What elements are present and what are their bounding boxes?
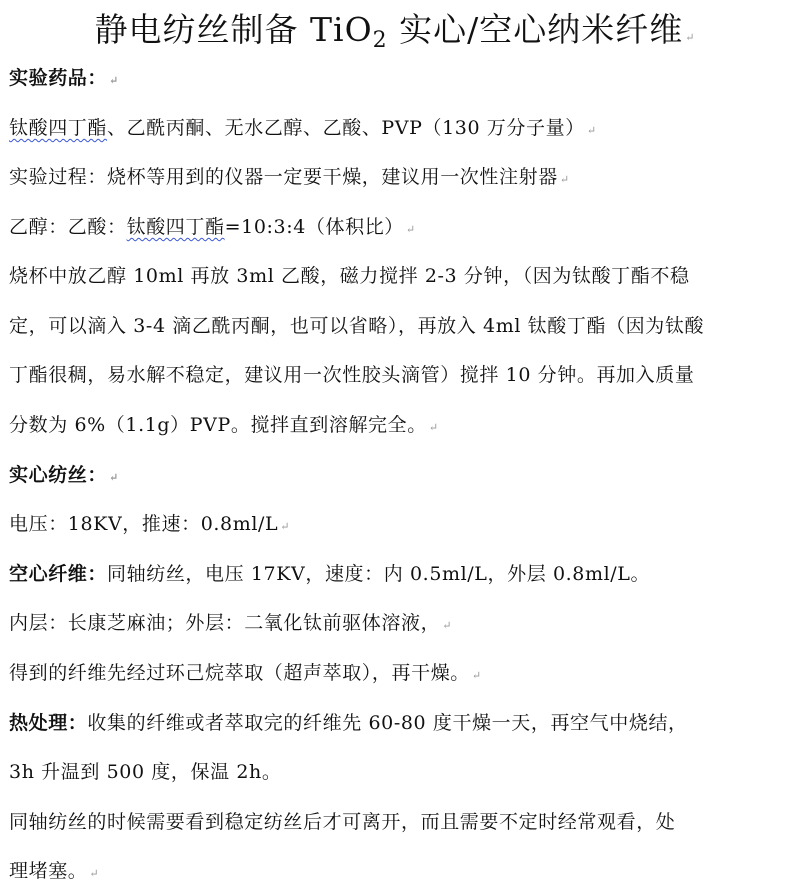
steps-line-1: 烧杯中放乙醇 10ml 再放 3ml 乙酸，磁力搅拌 2-3 分钟，（因为钛酸丁酯不稳 [9,265,690,287]
spellcheck-underlined-word: 钛酸四丁酯 [126,216,225,238]
reagents-heading [9,63,118,96]
heat-line-1 [9,708,688,738]
process-text: 实验过程：烧杯等用到的仪器一定要干燥，建议用一次性注射器 [9,166,558,188]
solid-heading [9,460,118,493]
hollow-params: 同轴纺丝，电压 17KV，速度：内 0.5ml/L，外层 0.8ml/L。 [107,563,651,585]
document-title [0,6,789,65]
reagents-heading-text: 实验药品： [9,67,108,89]
steps-line-4-text: 分数为 6%（1.1g）PVP。搅拌直到溶解完全。 [9,414,427,436]
paragraph-mark-icon: ↵ [586,124,597,137]
heat-heading: 热处理： [9,712,88,734]
solid-heading-text: 实心纺丝： [9,464,108,486]
paragraph-mark-icon: ↵ [280,520,290,533]
ratio-prefix: 乙醇：乙酸： [9,216,127,238]
paragraph-mark-icon: ↵ [471,669,482,682]
steps-line-4 [9,410,438,443]
paragraph-mark-icon: ↵ [109,74,119,87]
reagents-list [9,113,596,146]
paragraph-mark-icon: ↵ [442,619,452,632]
note-text-2: 理堵塞。 [9,860,88,882]
solid-params-text: 电压：18KV，推速：0.8ml/L [9,513,279,535]
ratio-value: =10:3:4（体积比） [224,216,404,238]
title-subscript: 2 [372,28,388,53]
paragraph-mark-icon: ↵ [685,31,695,44]
reagents-list-text: 、乙酰丙酮、无水乙醇、乙酸、PVP（130 万分子量） [107,117,585,139]
hollow-layers [9,608,451,641]
title-text-end: 实心/空心纳米纤维 [387,10,684,49]
hollow-line [9,559,650,589]
hollow-layers-text: 内层：长康芝麻油；外层：二氧化钛前驱体溶液， [9,612,441,634]
note-line-1: 同轴纺丝的时候需要看到稳定纺丝后才可离开，而且需要不定时经常观看，处 [9,811,676,833]
steps-line-2: 定，可以滴入 3-4 滴乙酰丙酮，也可以省略），再放入 4ml 钛酸丁酯（因为钛酸 [9,315,705,337]
spellcheck-underlined-word: 钛酸四丁酯 [9,117,108,139]
title-text: 静电纺丝制备 TiO [94,10,373,49]
paragraph-mark-icon: ↵ [559,173,570,186]
process-line [9,162,569,195]
steps-line-3: 丁酯很稠，易水解不稳定，建议用一次性胶头滴管）搅拌 10 分钟。再加入质量 [9,364,695,386]
hollow-heading: 空心纤维： [9,563,108,585]
heat-line-2 [9,757,281,787]
ratio-line [9,212,415,245]
paragraph-mark-icon: ↵ [428,421,439,434]
solid-params [9,509,289,542]
paragraph-mark-icon: ↵ [405,223,416,236]
heat-text-2: 3h 升温到 500 度，保温 2h。 [9,761,282,783]
paragraph-mark-icon: ↵ [109,471,119,484]
paragraph-mark-icon: ↵ [89,867,99,880]
hollow-extraction [9,658,481,691]
note-line-2 [9,856,99,889]
heat-text-1: 收集的纤维或者萃取完的纤维先 60-80 度干燥一天，再空气中烧结， [87,712,688,734]
hollow-extraction-text: 得到的纤维先经过环己烷萃取（超声萃取），再干燥。 [9,662,470,684]
